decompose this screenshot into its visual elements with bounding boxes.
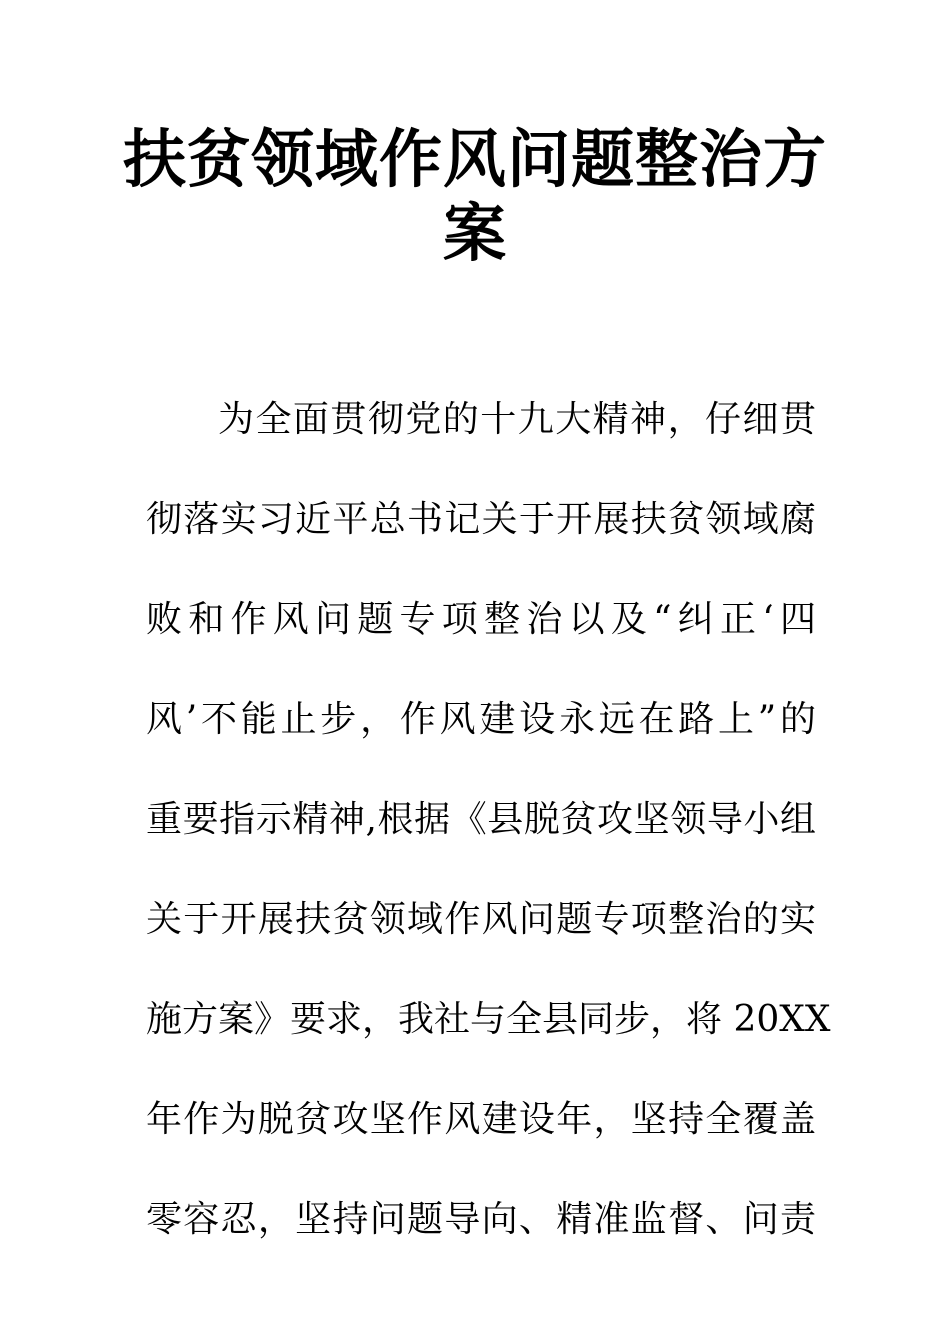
document-title [120, 122, 830, 270]
document-body [146, 370, 831, 1270]
title-line: 案 [443, 196, 507, 270]
body-line: 年作为脱贫攻坚作风建设年，坚持全覆盖 [146, 1099, 816, 1140]
body-line: 为全面贯彻党的十九大精神，仔细贯 [218, 399, 816, 440]
body-line: 彻落实习近平总书记关于开展扶贫领域腐 [146, 499, 816, 540]
body-line: 零容忍，坚持问题导向、精准监督、问责 [146, 1199, 816, 1240]
body-line: 重要指示精神,根据《县脱贫攻坚领导小组 [146, 799, 816, 840]
body-line: 风’不能止步，作风建设永远在路上”的 [146, 699, 816, 740]
body-line: 败和作风问题专项整治以及“纠正‘四 [146, 599, 816, 640]
body-line: 关于开展扶贫领域作风问题专项整治的实 [146, 899, 816, 940]
title-line: 扶贫领域作风问题整治方 [123, 122, 827, 196]
body-line: 施方案》要求，我社与全县同步，将 20XX [146, 999, 831, 1040]
